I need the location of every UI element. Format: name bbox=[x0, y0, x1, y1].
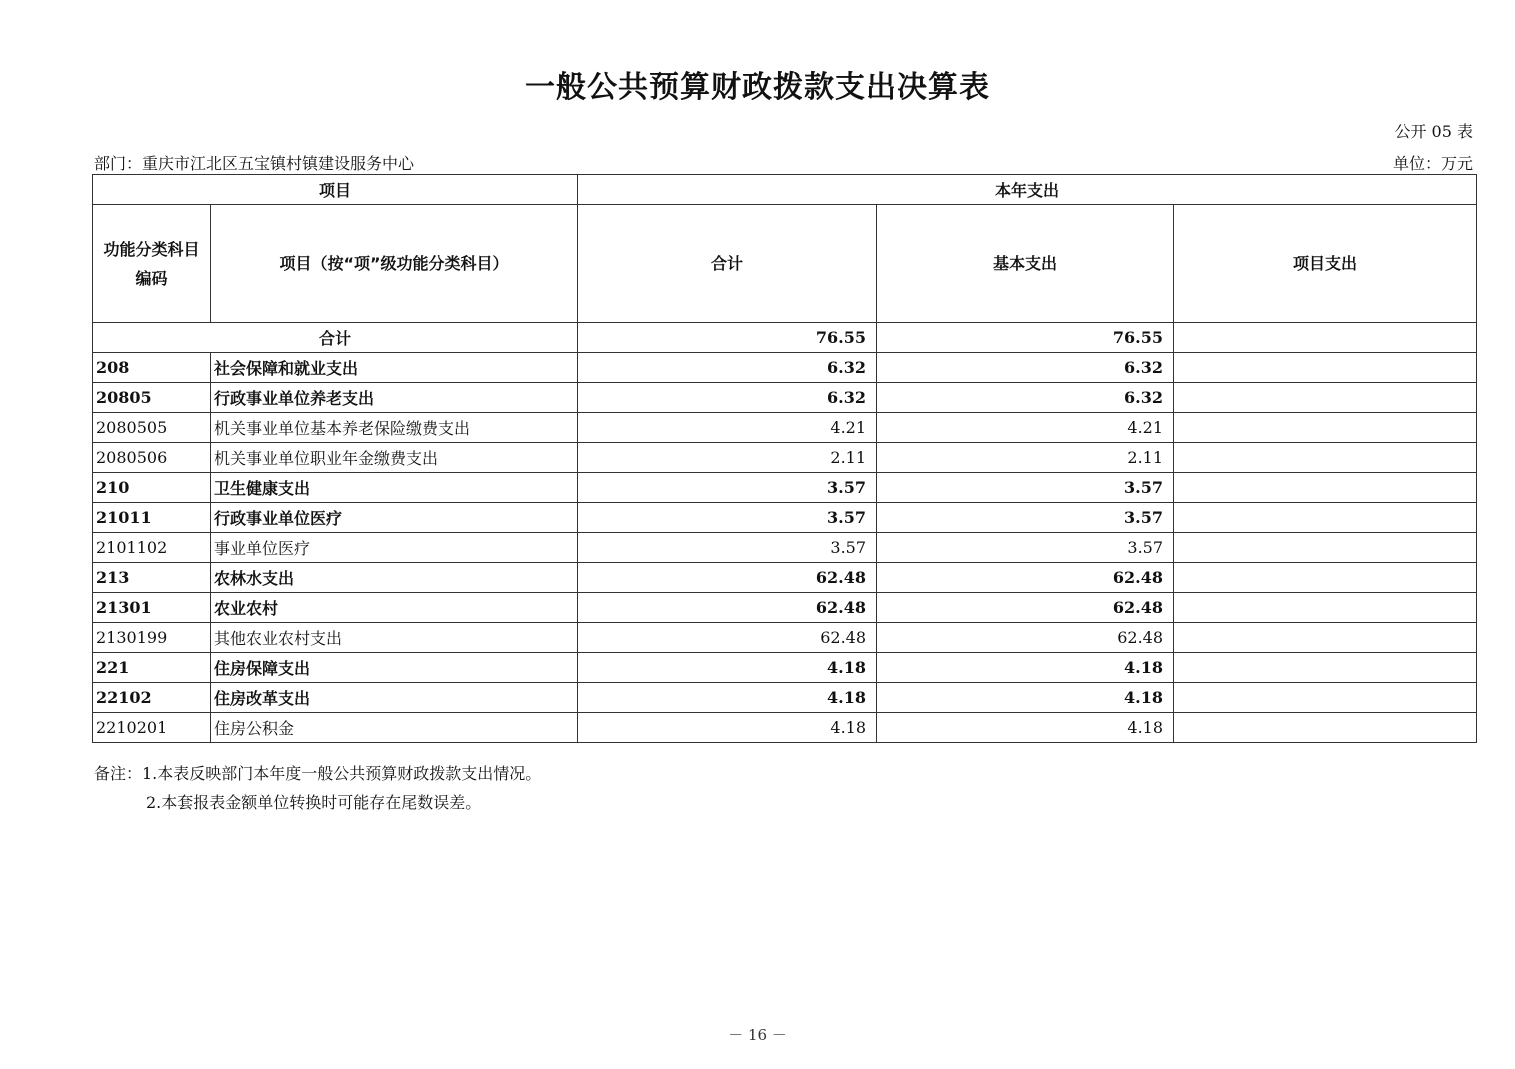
row-code: 21301 bbox=[93, 593, 211, 623]
department-label: 部门：重庆市江北区五宝镇村镇建设服务中心 bbox=[94, 154, 415, 173]
row-project bbox=[1174, 383, 1477, 413]
table-row bbox=[93, 413, 1477, 443]
row-name: 其他农业农村支出 bbox=[211, 623, 578, 653]
unit-label: 单位：万元 bbox=[1392, 154, 1473, 173]
row-total: 62.48 bbox=[578, 623, 877, 653]
row-total: 62.48 bbox=[578, 563, 877, 593]
header-project: 项目支出 bbox=[1174, 205, 1477, 323]
row-total: 3.57 bbox=[578, 473, 877, 503]
row-name: 机关事业单位职业年金缴费支出 bbox=[211, 443, 578, 473]
page-number: － 16 － bbox=[728, 1026, 787, 1044]
row-name: 住房公积金 bbox=[211, 713, 578, 743]
row-basic: 4.18 bbox=[877, 653, 1174, 683]
total-label: 合计 bbox=[93, 323, 578, 353]
row-basic: 3.57 bbox=[877, 533, 1174, 563]
row-basic: 6.32 bbox=[877, 353, 1174, 383]
row-basic: 2.11 bbox=[877, 443, 1174, 473]
notes bbox=[94, 759, 541, 817]
total-project bbox=[1174, 323, 1477, 353]
row-code: 2210201 bbox=[93, 713, 211, 743]
row-code: 208 bbox=[93, 353, 211, 383]
header-expense-group: 本年支出 bbox=[578, 175, 1477, 205]
row-project bbox=[1174, 533, 1477, 563]
row-total: 4.18 bbox=[578, 653, 877, 683]
row-code: 210 bbox=[93, 473, 211, 503]
table-row bbox=[93, 593, 1477, 623]
table-row bbox=[93, 353, 1477, 383]
row-basic: 4.21 bbox=[877, 413, 1174, 443]
total-basic: 76.55 bbox=[877, 323, 1174, 353]
row-project bbox=[1174, 503, 1477, 533]
header-group-row bbox=[93, 175, 1477, 205]
row-code: 2080506 bbox=[93, 443, 211, 473]
row-name: 行政事业单位养老支出 bbox=[211, 383, 578, 413]
table-row bbox=[93, 563, 1477, 593]
row-name: 住房保障支出 bbox=[211, 653, 578, 683]
row-total: 6.32 bbox=[578, 383, 877, 413]
table-row bbox=[93, 653, 1477, 683]
row-project bbox=[1174, 713, 1477, 743]
row-project bbox=[1174, 623, 1477, 653]
row-code: 21011 bbox=[93, 503, 211, 533]
row-total: 6.32 bbox=[578, 353, 877, 383]
table-row bbox=[93, 473, 1477, 503]
row-basic: 62.48 bbox=[877, 563, 1174, 593]
table-row bbox=[93, 533, 1477, 563]
row-code: 221 bbox=[93, 653, 211, 683]
row-name: 机关事业单位基本养老保险缴费支出 bbox=[211, 413, 578, 443]
total-value: 76.55 bbox=[578, 323, 877, 353]
header-code: 功能分类科目编码 bbox=[93, 205, 211, 323]
note-1: 备注：1.本表反映部门本年度一般公共预算财政拨款支出情况。 bbox=[94, 764, 542, 783]
row-project bbox=[1174, 443, 1477, 473]
row-total: 4.18 bbox=[578, 713, 877, 743]
table-row bbox=[93, 683, 1477, 713]
row-name: 农业农村 bbox=[211, 593, 578, 623]
row-total: 4.21 bbox=[578, 413, 877, 443]
row-name: 社会保障和就业支出 bbox=[211, 353, 578, 383]
row-total: 3.57 bbox=[578, 503, 877, 533]
row-name: 住房改革支出 bbox=[211, 683, 578, 713]
row-project bbox=[1174, 653, 1477, 683]
table-row bbox=[93, 443, 1477, 473]
row-project bbox=[1174, 683, 1477, 713]
row-project bbox=[1174, 473, 1477, 503]
row-code: 22102 bbox=[93, 683, 211, 713]
row-basic: 62.48 bbox=[877, 623, 1174, 653]
row-basic: 4.18 bbox=[877, 683, 1174, 713]
row-basic: 6.32 bbox=[877, 383, 1174, 413]
row-name: 行政事业单位医疗 bbox=[211, 503, 578, 533]
row-basic: 3.57 bbox=[877, 503, 1174, 533]
header-basic: 基本支出 bbox=[877, 205, 1174, 323]
form-number: 公开 05 表 bbox=[1394, 122, 1473, 141]
row-code: 2080505 bbox=[93, 413, 211, 443]
table-row bbox=[93, 623, 1477, 653]
total-row bbox=[93, 323, 1477, 353]
row-project bbox=[1174, 593, 1477, 623]
row-name: 事业单位医疗 bbox=[211, 533, 578, 563]
header-total: 合计 bbox=[578, 205, 877, 323]
header-column-row bbox=[93, 205, 1477, 323]
row-code: 2130199 bbox=[93, 623, 211, 653]
header-project-group: 项目 bbox=[93, 175, 578, 205]
row-basic: 4.18 bbox=[877, 713, 1174, 743]
table-row bbox=[93, 713, 1477, 743]
row-total: 4.18 bbox=[578, 683, 877, 713]
row-total: 62.48 bbox=[578, 593, 877, 623]
row-basic: 3.57 bbox=[877, 473, 1174, 503]
row-code: 213 bbox=[93, 563, 211, 593]
header-name: 项目（按“项”级功能分类科目） bbox=[211, 205, 578, 323]
row-total: 3.57 bbox=[578, 533, 877, 563]
row-project bbox=[1174, 563, 1477, 593]
page-title: 一般公共预算财政拨款支出决算表 bbox=[525, 70, 990, 105]
note-2: 2.本套报表金额单位转换时可能存在尾数误差。 bbox=[146, 793, 482, 812]
row-total: 2.11 bbox=[578, 443, 877, 473]
row-code: 2101102 bbox=[93, 533, 211, 563]
table-row bbox=[93, 383, 1477, 413]
row-basic: 62.48 bbox=[877, 593, 1174, 623]
expenditure-table bbox=[92, 174, 1477, 743]
row-project bbox=[1174, 353, 1477, 383]
row-name: 卫生健康支出 bbox=[211, 473, 578, 503]
table-row bbox=[93, 503, 1477, 533]
row-name: 农林水支出 bbox=[211, 563, 578, 593]
row-code: 20805 bbox=[93, 383, 211, 413]
row-project bbox=[1174, 413, 1477, 443]
